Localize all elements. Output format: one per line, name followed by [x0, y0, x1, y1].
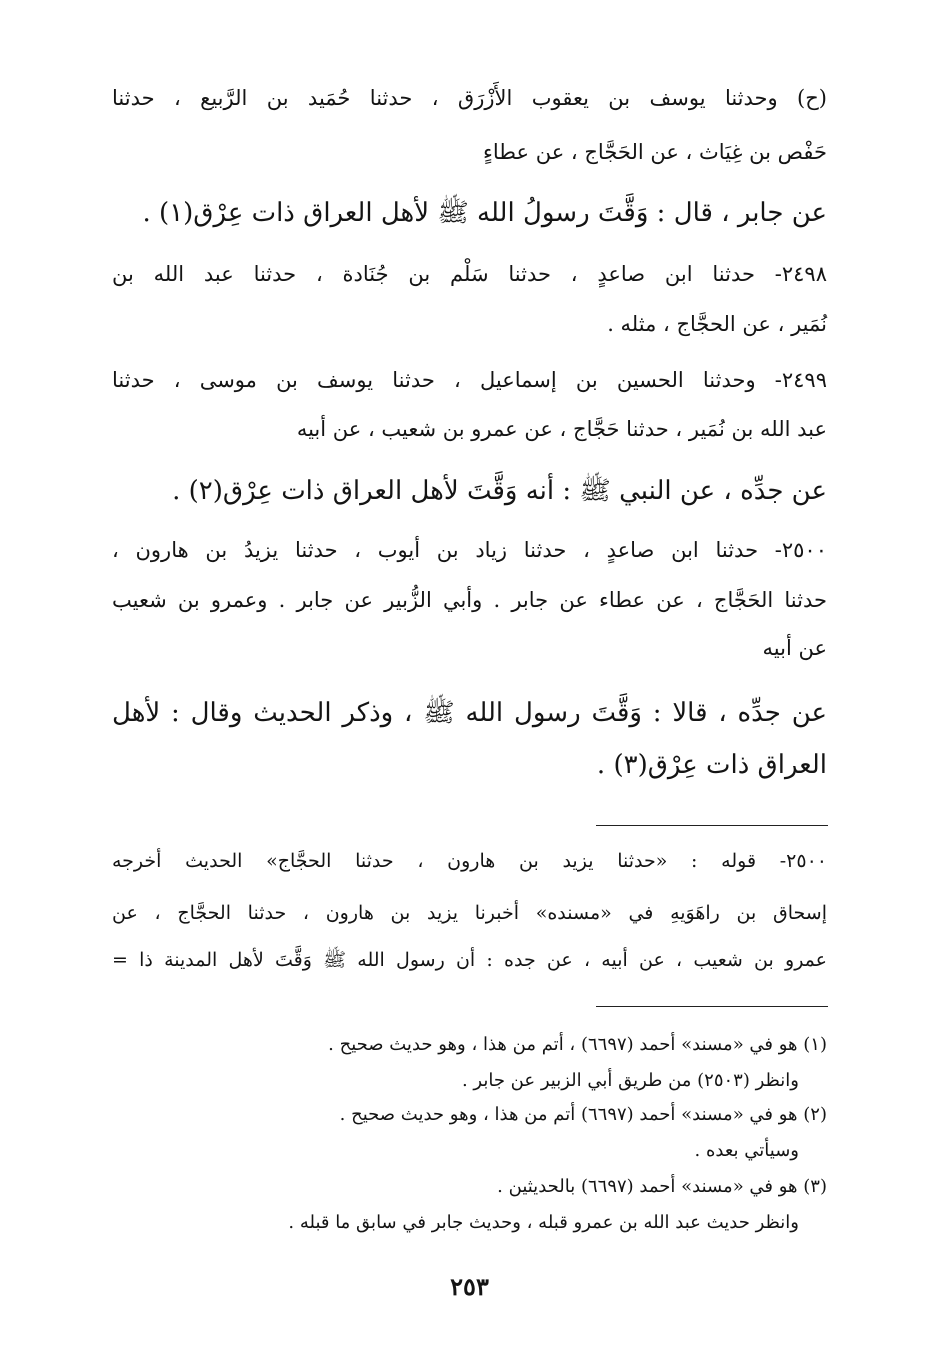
footnote-1-cont: وانظر (٢٥٠٣) من طريق أبي الزبير عن جابر .	[461, 1070, 799, 1091]
commentary-separator	[596, 825, 828, 826]
narration-line-2500c: عن أبيه	[762, 636, 827, 660]
matn-line-3b: العراق ذات عِرْق(٣) .	[596, 750, 827, 780]
footnote-2: (٢) هو في «مسند» أحمد (٦٦٩٧) أتم من هذا ، وهو حديث صحيح .	[339, 1104, 827, 1125]
matn-line-3a: عن جدِّه ، قالا : وَقَّتَ رسول الله ﷺ ، وذكر الحديث وقال : لأهل	[112, 698, 827, 728]
narration-line-2498b: نُمَير ، عن الحجَّاج ، مثله .	[607, 312, 827, 336]
narration-line-2500b: حدثنا الحَجَّاج ، عن عطاء عن جابر . وأبي الزُّبير عن جابر . وعمرو بن شعيب	[112, 588, 827, 612]
footnote-3: (٣) هو في «مسند» أحمد (٦٦٩٧) بالحديثين .	[497, 1176, 827, 1197]
matn-line-2: عن جدِّه ، عن النبي ﷺ : أنه وَقَّتَ لأهل العراق ذات عِرْق(٢) .	[172, 476, 827, 506]
footnote-1: (١) هو في «مسند» أحمد (٦٦٩٧) ، أتم من هذا ، وهو حديث صحيح .	[328, 1034, 827, 1055]
matn-line-1: عن جابر ، قال : وَقَّتَ رسولُ الله ﷺ لأهل العراق ذات عِرْق(١) .	[142, 198, 827, 228]
footnote-2-cont: وسيأتي بعده .	[694, 1140, 799, 1161]
footnote-3-cont: وانظر حديث عبد الله بن عمرو قبله ، وحديث جابر في سابق ما قبله .	[288, 1212, 799, 1233]
page-number: ٢٥٣	[450, 1272, 489, 1301]
commentary-line-2: إسحاق بن راهَوَيهِ في «مسنده» أخبرنا يزيد بن هارون ، حدثنا الحجَّاج ، عن	[112, 902, 827, 924]
footnote-separator	[596, 1006, 828, 1007]
narration-line-2499a: ٢٤٩٩- وحدثنا الحسين بن إسماعيل ، حدثنا يوسف بن موسى ، حدثنا	[112, 368, 827, 392]
narration-line-1: (ح) وحدثنا يوسف بن يعقوب الأَزْرَق ، حدثنا حُمَيد بن الرَّبيع ، حدثنا	[112, 86, 827, 110]
commentary-line-3: عمرو بن شعيب ، عن أبيه ، عن جده : أن رسول الله ﷺ وَقَّتَ لأهل المدينة ذا =	[112, 949, 827, 971]
commentary-line-1: ٢٥٠٠- قوله : «حدثنا يزيد بن هارون ، حدثنا الحجَّاج» الحديث أخرجه	[112, 850, 827, 872]
narration-line-2500a: ٢٥٠٠- حدثنا ابن صاعدٍ ، حدثنا زياد بن أيوب ، حدثنا يزيدُ بن هارون ،	[112, 538, 827, 562]
narration-line-2498a: ٢٤٩٨- حدثنا ابن صاعدٍ ، حدثنا سَلْم بن جُنَادة ، حدثنا عبد الله بن	[112, 262, 827, 286]
narration-line-2499b: عبد الله بن نُمَير ، حدثنا حَجَّاج ، عن عمرو بن شعيب ، عن أبيه	[296, 417, 827, 441]
narration-line-2: حَفْص بن غِيَاث ، عن الحَجَّاج ، عن عطاءٍ	[483, 140, 827, 164]
